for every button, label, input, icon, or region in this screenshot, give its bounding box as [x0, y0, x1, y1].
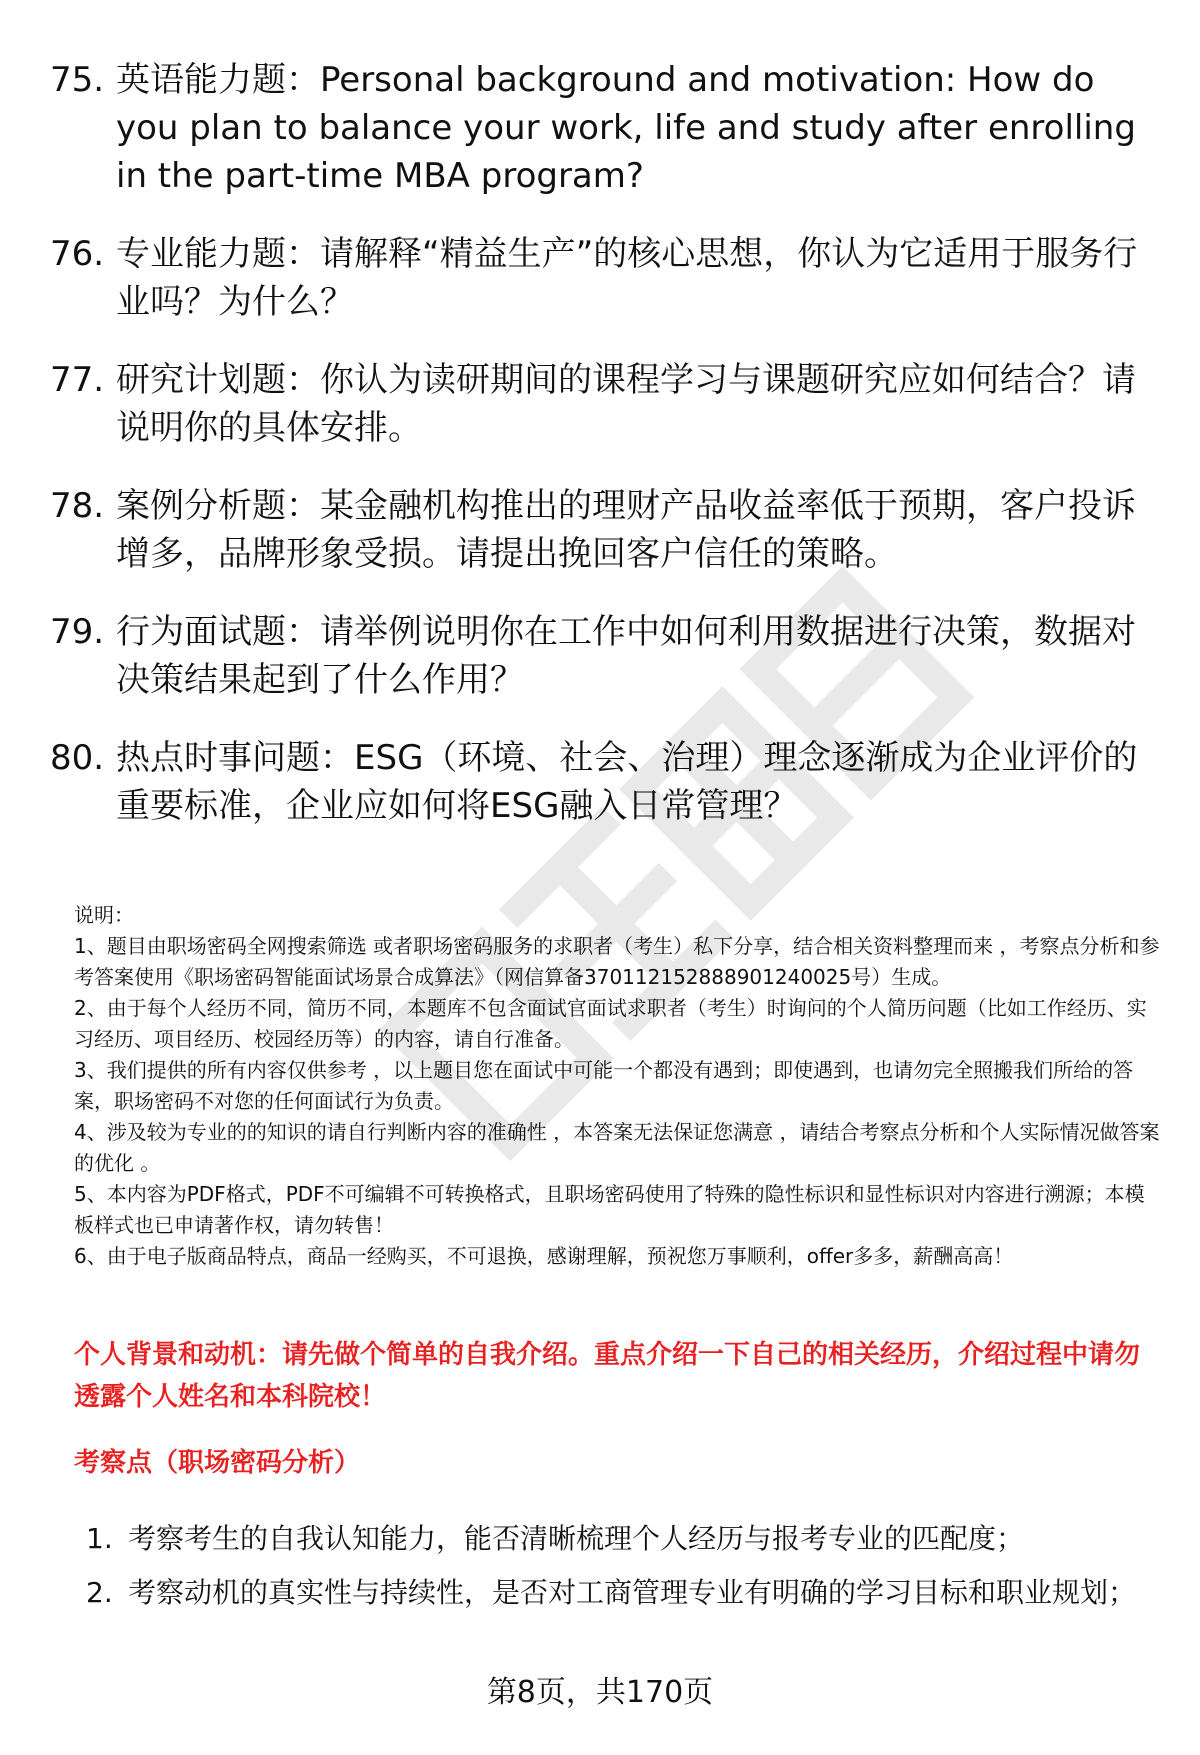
notes-title: 说明：: [74, 903, 134, 927]
question-number: 79.: [50, 612, 105, 652]
analysis-points: [86, 1512, 1160, 1620]
point-text: 考察动机的真实性与持续性，是否对工商管理专业有明确的学习目标和职业规划；: [128, 1576, 1137, 1609]
note-item: 4、涉及较为专业的的知识的请自行判断内容的准确性 ，本答案无法保证您满意 ，请结合考察点分析和个人实际情况做答案的优化 。: [74, 1120, 1160, 1175]
question-list: [50, 56, 1160, 860]
question-item: [50, 356, 1160, 452]
note-item: 6、由于电子版商品特点，商品一经购买，不可退换，感谢理解，预祝您万事顺利，offer多多，薪酬高高！: [74, 1244, 1014, 1268]
point-text: 考察考生的自我认知能力，能否清晰梳理个人经历与报考专业的匹配度；: [128, 1522, 1025, 1555]
note-item: 5、本内容为PDF格式，PDF不可编辑不可转换格式，且职场密码使用了特殊的隐性标识和显性标识对内容进行溯源；本模板样式也已申请著作权，请勿转售！: [74, 1182, 1145, 1237]
question-item: [50, 56, 1160, 200]
section-heading: 个人背景和动机：请先做个简单的自我介绍。重点介绍一下自己的相关经历，介绍过程中请勿透露个人姓名和本科院校！: [74, 1340, 1141, 1412]
question-item: [50, 734, 1160, 830]
analysis-point: [86, 1566, 1160, 1620]
question-number: 76.: [50, 234, 105, 274]
question-text: 研究计划题：你认为读研期间的课程学习与课题研究应如何结合？请说明你的具体安排。: [116, 360, 1136, 448]
point-number: 1.: [86, 1522, 113, 1555]
question-number: 77.: [50, 360, 105, 400]
point-number: 2.: [86, 1576, 113, 1609]
question-item: [50, 482, 1160, 578]
question-number: 80.: [50, 738, 105, 778]
question-text: 行为面试题：请举例说明你在工作中如何利用数据进行决策，数据对决策结果起到了什么作用？: [116, 612, 1136, 700]
page-footer: 第8页，共170页: [486, 1675, 714, 1710]
note-item: 3、我们提供的所有内容仅供参考 ，以上题目您在面试中可能一个都没有遇到；即使遇到，也请勿完全照搬我们所给的答案，职场密码不对您的任何面试行为负责。: [74, 1058, 1134, 1113]
question-text: 英语能力题：Personal background and motivation: How do you plan to balance your work, life and study after enrolling in the part-time MBA program?: [116, 60, 1136, 196]
note-item: 2、由于每个人经历不同，简历不同，本题库不包含面试官面试求职者（考生）时询问的个人简历问题（比如工作经历、实习经历、项目经历、校园经历等）的内容，请自行准备。: [74, 996, 1147, 1051]
question-item: [50, 608, 1160, 704]
question-item: [50, 230, 1160, 326]
notes-section: [74, 900, 1160, 1272]
analysis-heading: 考察点（职场密码分析）: [74, 1448, 361, 1478]
question-number: 78.: [50, 486, 105, 526]
question-number: 75.: [50, 60, 105, 100]
question-text: 案例分析题：某金融机构推出的理财产品收益率低于预期，客户投诉增多，品牌形象受损。请提出挽回客户信任的策略。: [116, 486, 1136, 574]
question-text: 专业能力题：请解释“精益生产”的核心思想，你认为它适用于服务行业吗？为什么？: [116, 234, 1138, 322]
note-item: 1、题目由职场密码全网搜索筛选 或者职场密码服务的求职者（考生）私下分享，结合相关资料整理而来 ，考察点分析和参考答案使用《职场密码智能面试场景合成算法》（网信算备370112152888901240025号）生成。: [74, 934, 1160, 989]
question-text: 热点时事问题：ESG（环境、社会、治理）理念逐渐成为企业评价的重要标准，企业应如何将ESG融入日常管理？: [116, 738, 1138, 826]
analysis-point: [86, 1512, 1160, 1566]
